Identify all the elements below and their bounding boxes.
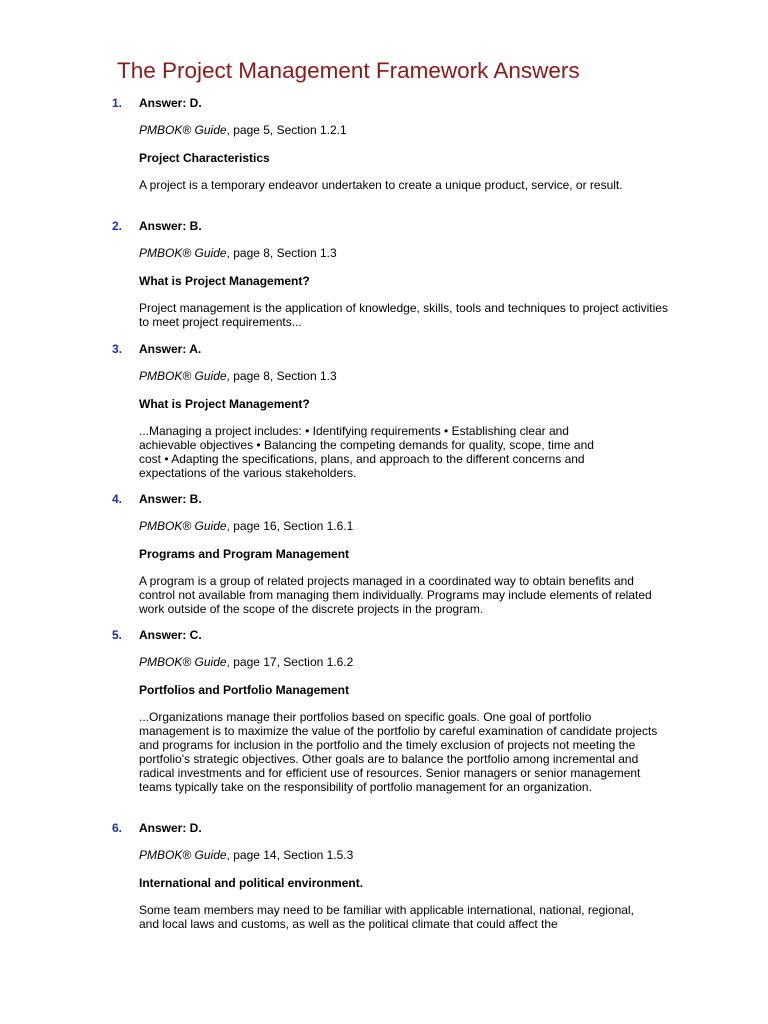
item-number: 2. [112,219,123,233]
reference-detail: , page 8, Section 1.3 [226,369,337,383]
item-number: 4. [112,492,123,506]
item-number: 5. [112,628,123,642]
reference-title: PMBOK® Guide [139,123,227,137]
section-body: ...Managing a project includes: • Identifying requirements • Establishing clear and achievable objectives • Balancing the competing demands for quality, scope, time and cost • Adapting the specifications, plans, and approach to the different concerns and expectations of the various stakeholders. [139,424,594,480]
reference-detail: , page 16, Section 1.6.1 [226,519,354,533]
reference-line [139,246,337,260]
reference-detail: , page 5, Section 1.2.1 [226,123,347,137]
reference-detail: , page 8, Section 1.3 [226,246,337,260]
reference-title: PMBOK® Guide [139,848,227,862]
answer-line: Answer: C. [139,628,202,642]
reference-title: PMBOK® Guide [139,246,227,260]
section-heading: Project Characteristics [139,151,270,165]
section-body: ...Organizations manage their portfolios based on specific goals. One goal of portfolio management is to maximize the value of the portfolio by careful examination of candidate projects and programs for inclusion in the portfolio and the timely exclusion of projects not meeting the portfolio's strategic objectives. Other goals are to balance the portfolio among incremental and radical investments and for efficient use of resources. Senior managers or senior management teams typically take on the responsibility of portfolio management for an organization. [139,710,658,794]
answer-line: Answer: B. [139,492,202,506]
reference-detail: , page 17, Section 1.6.2 [226,655,354,669]
section-heading: Portfolios and Portfolio Management [139,683,350,697]
item-number: 3. [112,342,123,356]
reference-line [139,123,347,137]
reference-line [139,519,353,533]
reference-title: PMBOK® Guide [139,655,227,669]
answer-line: Answer: B. [139,219,202,233]
section-body: Some team members may need to be familiar with applicable international, national, regional, and local laws and customs, as well as the political climate that could affect the [139,903,634,931]
page-title: The Project Management Framework Answers [117,58,580,83]
reference-title: PMBOK® Guide [139,519,227,533]
section-heading: What is Project Management? [139,274,310,288]
answer-line: Answer: A. [139,342,202,356]
reference-title: PMBOK® Guide [139,369,227,383]
section-body: A project is a temporary endeavor undertaken to create a unique product, service, or result. [139,178,623,192]
section-heading: What is Project Management? [139,397,310,411]
section-body: Project management is the application of knowledge, skills, tools and techniques to project activities to meet project requirements... [139,301,668,329]
answer-line: Answer: D. [139,96,202,110]
section-heading: Programs and Program Management [139,547,350,561]
reference-line [139,848,353,862]
item-number: 1. [112,96,123,110]
reference-line [139,655,353,669]
reference-line [139,369,337,383]
section-heading: International and political environment. [139,876,364,890]
answer-line: Answer: D. [139,821,202,835]
reference-detail: , page 14, Section 1.5.3 [226,848,354,862]
item-number: 6. [112,821,123,835]
section-body: A program is a group of related projects managed in a coordinated way to obtain benefits and control not available from managing them individually. Programs may include elements of related work outside of the scope of the discrete projects in the program. [139,574,652,616]
